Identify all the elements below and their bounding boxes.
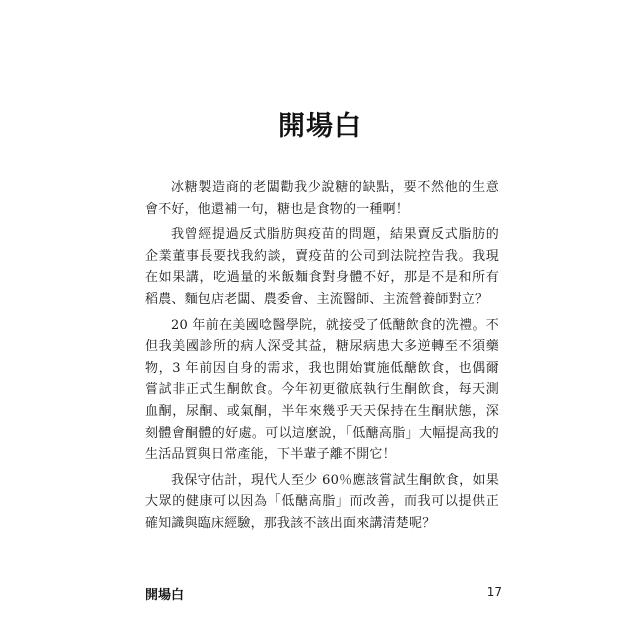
paragraph-4: 我保守估計，現代人至少 60％應該嘗試生酮飲食，如果大眾的健康可以因為「低醣高脂」而改善，而我可以提供正確知識與臨床經驗，那我該不該出面來講清楚呢？ [145,472,499,531]
paragraph-2: 我曾經提過反式脂肪與疫苗的問題，結果賣反式脂肪的企業董事長要找我約談，賣疫苗的公司到法院控告我。我現在如果講，吃過量的米飯麵食對身體不好，那是不是和所有稻農、麵包店老闆、農委會、主流醫師、主流營養師對立？ [145,227,499,307]
chapter-title: 開場白 [278,111,362,142]
running-footer-title: 開場白 [145,588,185,603]
paragraph-1: 冰糖製造商的老闆勸我少說糖的缺點，要不然他的生意會不好，他還補一句，糖也是食物的一種啊！ [145,180,499,217]
body-text [145,177,499,539]
page-number: 17 [486,585,502,599]
paragraph-3: 20 年前在美國唸醫學院，就接受了低醣飲食的洗禮。不但我美國診所的病人深受其益，糖尿病患大多逆轉至不須藥物，3 年前因自身的需求，我也開始實施低醣飲食，也偶爾嘗試非正式生酮飲食。今年初更徹底執行生酮飲食，每天測血酮，尿酮、或氣酮，半年來幾乎天天保持在生酮狀態，深刻體會酮體的好處。可以這麼說，「低醣高脂」大幅提高我的生活品質與日常產能，下半輩子離不開它！ [145,317,499,463]
